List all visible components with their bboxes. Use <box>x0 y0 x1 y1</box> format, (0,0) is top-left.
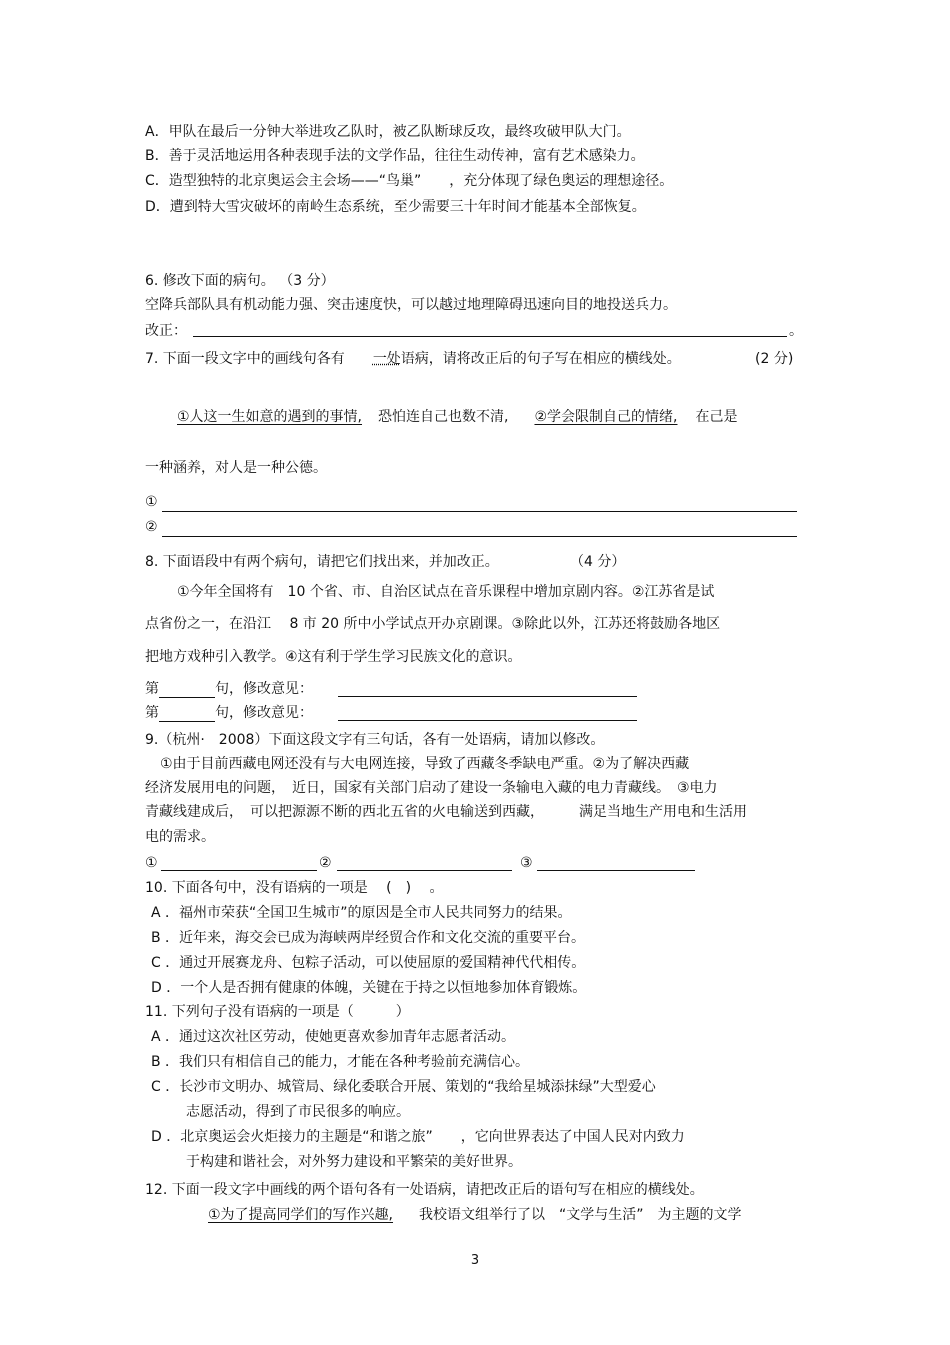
q8-passage-line1: ①今年全国将有 10 个省、市、自治区试点在音乐课程中增加京剧内容。②江苏省是试 <box>177 584 715 600</box>
q6-answer-line[interactable] <box>193 336 787 337</box>
q8-answer-line-1[interactable] <box>338 696 637 697</box>
q7-underlined-sentence-1: ①人这一生如意的遇到的事情, <box>177 409 363 425</box>
q8-title: 8. 下面语段中有两个病句，请把它们找出来，并加改正。 <box>145 554 499 570</box>
q8-row-label-a: 第 <box>145 705 159 721</box>
q7-score: (2 分) <box>755 351 794 367</box>
q8-passage-line2: 点省份之一，在沿江 8 市 20 所中小学试点开办京剧课。③除此以外，江苏还将鼓励各地区 <box>145 616 721 632</box>
q11-option-d-line2: 于构建和谐社会，对外努力建设和平繁荣的美好世界。 <box>186 1154 522 1170</box>
q8-score: （4 分） <box>570 554 626 570</box>
q7-answer-line-1[interactable] <box>162 511 797 512</box>
q7-title <box>145 350 681 368</box>
q9-title: 9.（杭州· 2008）下面这段文字有三句话，各有一处语病，请加以修改。 <box>145 732 605 748</box>
q10-title: 10. 下面各句中，没有语病的一项是 ( ) 。 <box>145 880 444 896</box>
q9-passage-line1: ①由于目前西藏电网还没有与大电网连接，导致了西藏冬季缺电严重。②为了解决西藏 <box>160 756 690 772</box>
q9-answer-line-1[interactable] <box>161 870 317 871</box>
q8-answer-line-2[interactable] <box>338 720 637 721</box>
q6-answer-end: 。 <box>789 323 803 339</box>
q9-answer-line-3[interactable] <box>537 870 695 871</box>
q11-option-c-line2: 志愿活动，得到了市民很多的响应。 <box>186 1104 410 1120</box>
q7-text-d: 在己是 <box>695 409 738 425</box>
q11-option-a: A ．通过这次社区劳动，使她更喜欢参加青年志愿者活动。 <box>151 1029 516 1045</box>
q8-row-label-b: 句，修改意见： <box>215 705 313 721</box>
q8-sentence-number-field[interactable] <box>159 681 215 698</box>
q7-title-a: 7. 下面一段文字中的画线句各有 <box>145 351 345 367</box>
q6-title: 6. 修改下面的病句。 （3 分） <box>145 273 335 289</box>
q11-option-c-line1: C ．长沙市文明办、城管局、绿化委联合开展、策划的“我给星城添抹绿”大型爱心 <box>151 1079 656 1095</box>
q12-underlined-sentence-1: ①为了提高同学们的写作兴趣, <box>208 1207 394 1223</box>
q9-answer-marker-1: ① <box>145 855 158 871</box>
q7-title-c: 语病，请将改正后的句子写在相应的横线处。 <box>400 351 681 367</box>
q11-option-d-line1: D ．北京奥运会火炬接力的主题是“和谐之旅” ，它向世界表达了中国人民对内致力 <box>151 1129 685 1145</box>
q7-answer-marker-1: ① <box>145 494 158 510</box>
q9-passage-line2: 经济发展用电的问题， 近日，国家有关部门启动了建设一条输电入藏的电力青藏线。 ③电力 <box>145 780 718 796</box>
q7-underlined-sentence-2: ②学会限制自己的情绪, <box>534 409 678 425</box>
q5-option-a: A．甲队在最后一分钟大举进攻乙队时，被乙队断球反攻，最终攻破甲队大门。 <box>145 124 631 140</box>
q7-answer-line-2[interactable] <box>162 536 797 537</box>
q8-answer-row-2 <box>145 704 313 722</box>
page-number: 3 <box>470 1253 480 1268</box>
q7-passage-line1 <box>177 408 737 426</box>
q10-option-d: D ．一个人是否拥有健康的体魄，关键在于持之以恒地参加体育锻炼。 <box>151 980 587 996</box>
q7-title-emphasis: 一处 <box>372 351 401 367</box>
q10-option-a: A ．福州市荣获“全国卫生城市”的原因是全市人民共同努力的结果。 <box>151 905 572 921</box>
q5-option-d: D．遭到特大雪灾破坏的南岭生态系统，至少需要三十年时间才能基本全部恢复。 <box>145 199 646 215</box>
q5-option-b: B．善于灵活地运用各种表现手法的文学作品，往往生动传神，富有艺术感染力。 <box>145 148 645 164</box>
q8-passage-line3: 把地方戏种引入教学。④这有利于学生学习民族文化的意识。 <box>145 649 522 665</box>
q7-answer-marker-2: ② <box>145 519 158 535</box>
q11-title: 11. 下列句子没有语病的一项是（ ） <box>145 1004 410 1020</box>
q8-row-label-b: 句，修改意见： <box>215 681 313 697</box>
q9-passage-line3: 青藏线建成后， 可以把源源不断的西北五省的火电输送到西藏， 满足当地生产用电和生活用 <box>145 804 747 820</box>
q11-option-b: B ．我们只有相信自己的能力，才能在各种考验前充满信心。 <box>151 1054 530 1070</box>
q9-passage-line4: 电的需求。 <box>145 829 215 845</box>
q8-row-label-a: 第 <box>145 681 159 697</box>
q6-answer-label: 改正： <box>145 323 187 339</box>
q12-passage-line1 <box>208 1206 742 1224</box>
q10-option-b: B ．近年来，海交会已成为海峡两岸经贸合作和文化交流的重要平台。 <box>151 930 586 946</box>
q12-text-b: 我校语文组举行了以 “文学与生活” 为主题的文学 <box>419 1207 742 1223</box>
q8-sentence-number-field[interactable] <box>159 705 215 722</box>
q5-option-c: C．造型独特的北京奥运会主会场——“鸟巢” ，充分体现了绿色奥运的理想途径。 <box>145 173 674 189</box>
q9-answer-marker-3: ③ <box>520 855 533 871</box>
q8-answer-row-1 <box>145 680 313 698</box>
q10-option-c: C ．通过开展赛龙舟、包粽子活动，可以使屈原的爱国精神代代相传。 <box>151 955 586 971</box>
q7-passage-line2: 一种涵养，对人是一种公德。 <box>145 460 327 476</box>
q12-title: 12. 下面一段文字中画线的两个语句各有一处语病，请把改正后的语句写在相应的横线处。 <box>145 1182 704 1198</box>
q9-answer-line-2[interactable] <box>337 870 512 871</box>
q6-sentence: 空降兵部队具有机动能力强、突击速度快，可以越过地理障碍迅速向目的地投送兵力。 <box>145 297 677 313</box>
q7-text-b: 恐怕连自己也数不清, <box>378 409 509 425</box>
q9-answer-marker-2: ② <box>319 855 332 871</box>
